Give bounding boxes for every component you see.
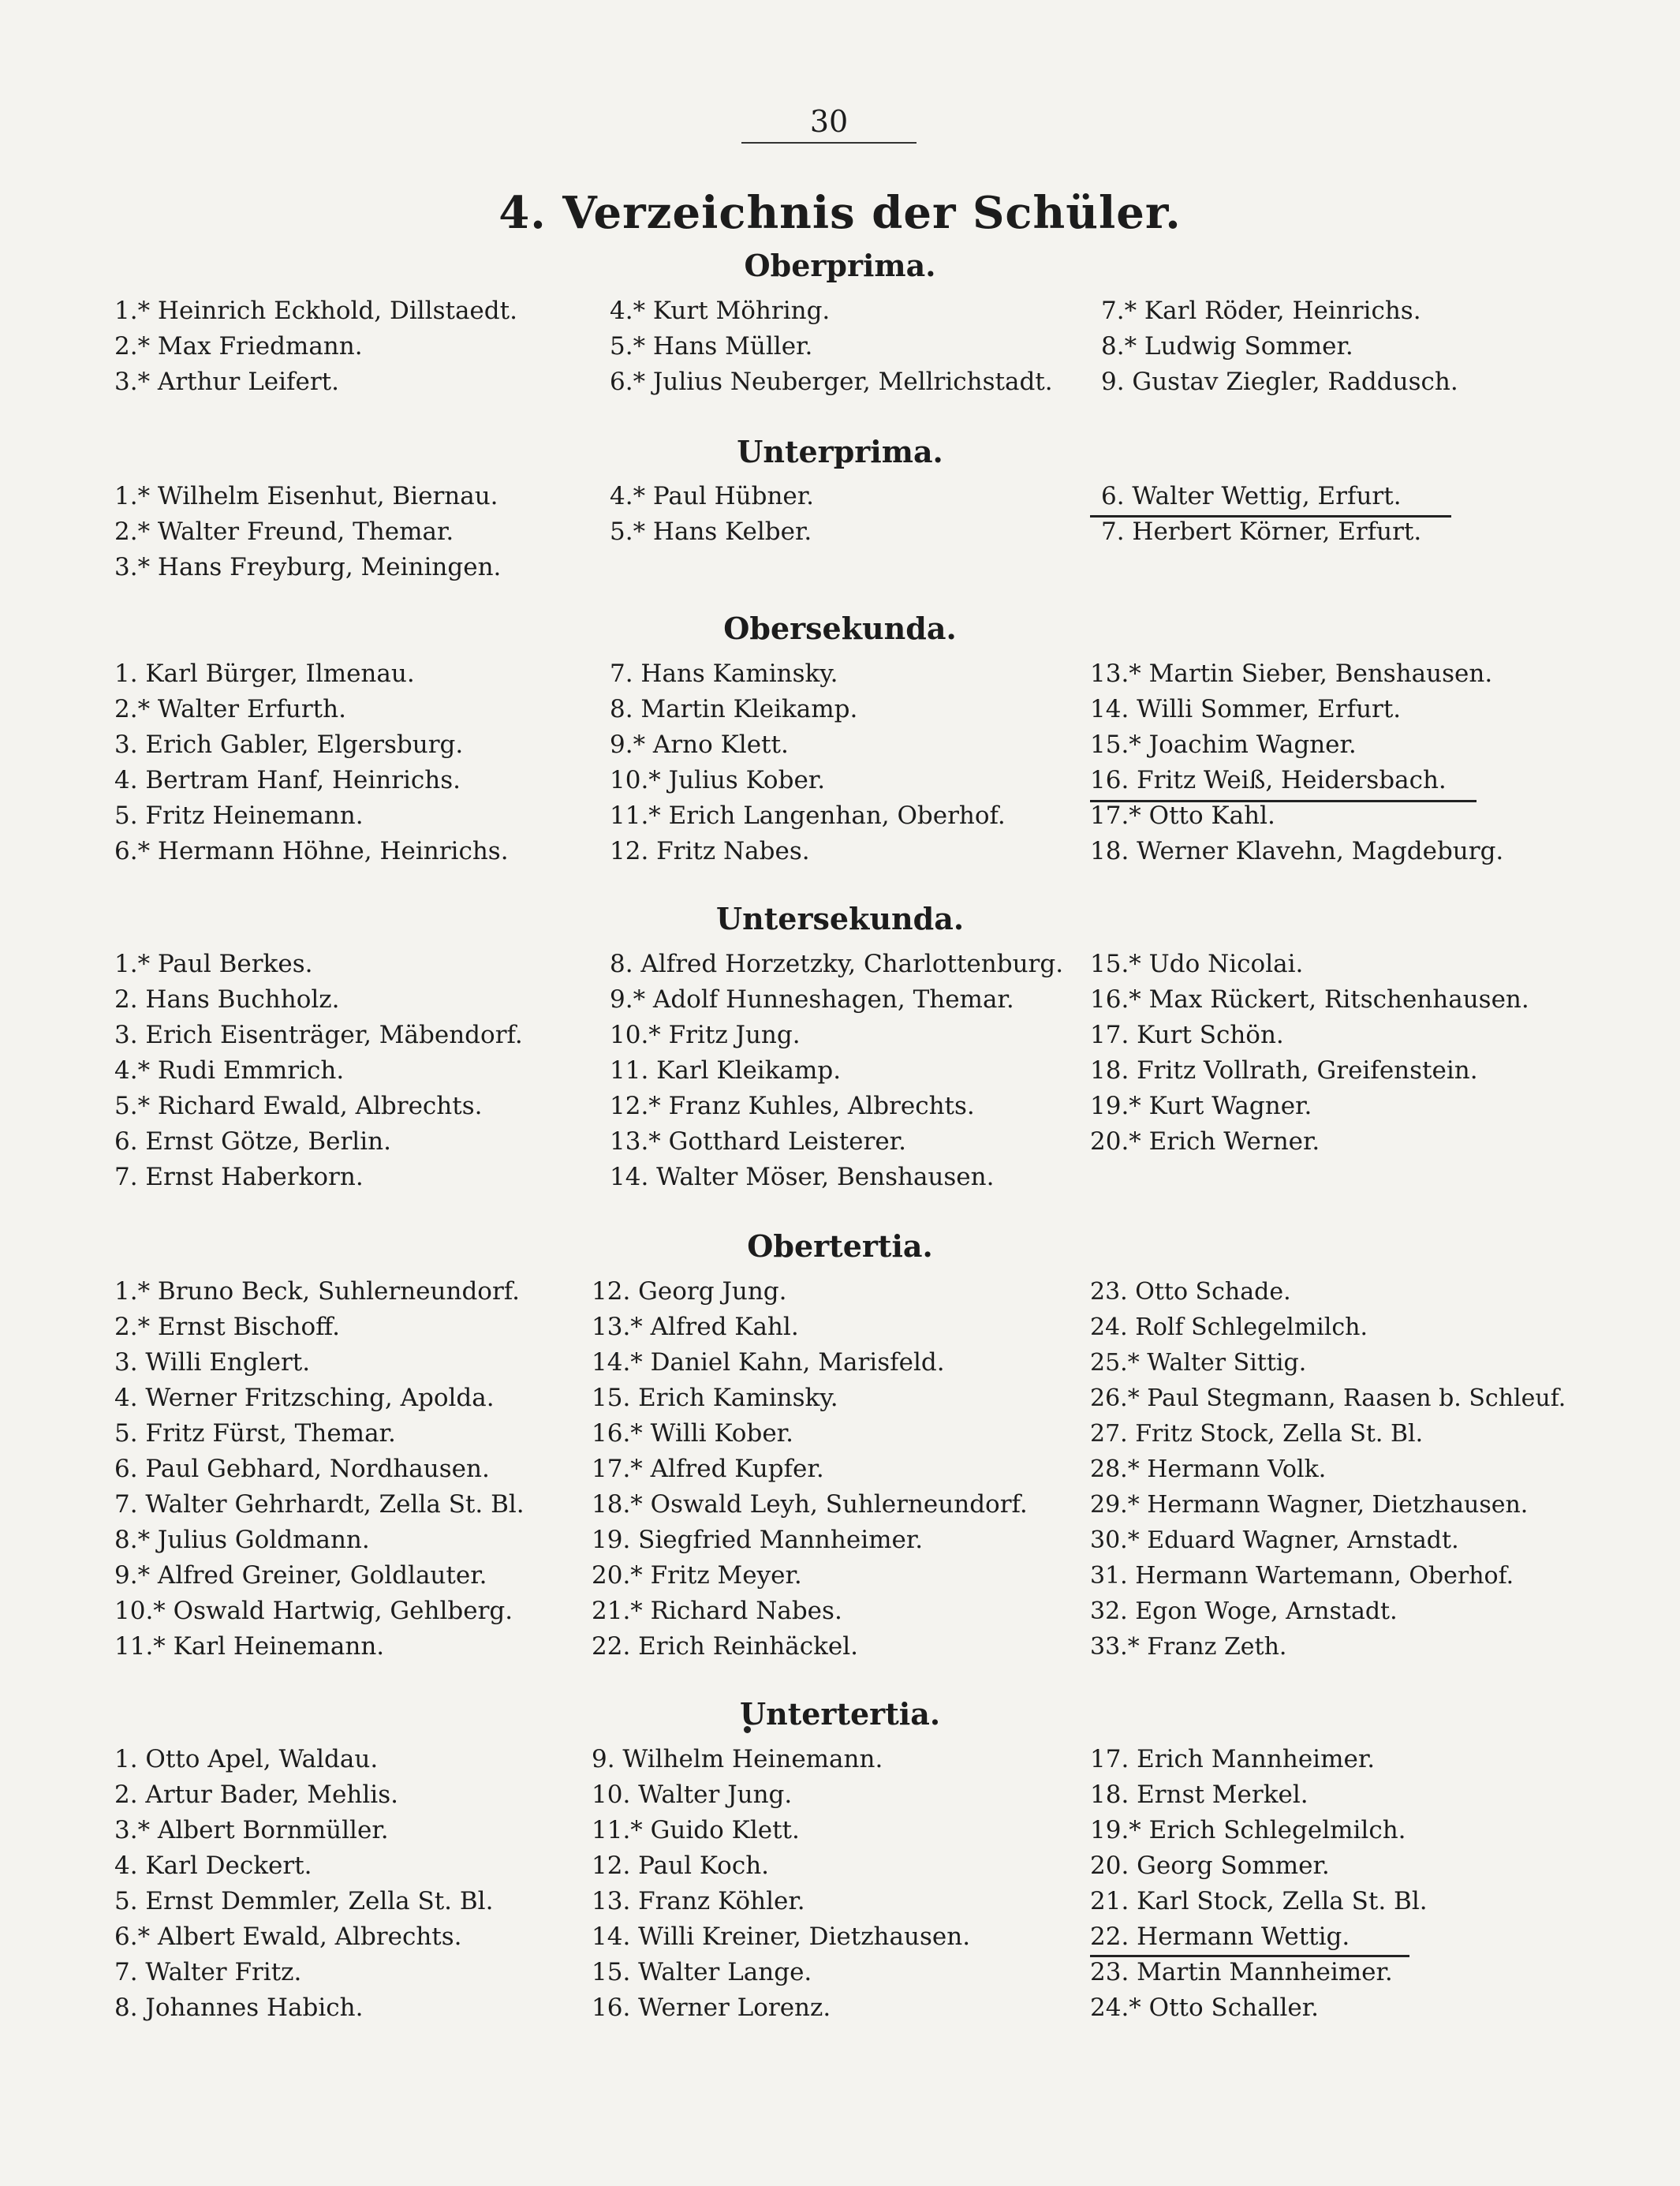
list-item: 14. Walter Möser, Benshausen. <box>610 1163 995 1191</box>
list-item: 17.* Otto Kahl. <box>1090 802 1275 830</box>
list-item: 7. Walter Fritz. <box>114 1958 302 1986</box>
list-item: 21. Karl Stock, Zella St. Bl. <box>1090 1887 1428 1915</box>
list-item: 9.* Arno Klett. <box>610 731 789 759</box>
obertertia-column-1 <box>114 1274 525 1665</box>
list-item: 13. Franz Köhler. <box>592 1887 805 1915</box>
list-item: 1.* Bruno Beck, Suhlerneundorf. <box>114 1277 520 1306</box>
list-item: 6.* Julius Neuberger, Mellrichstadt. <box>610 368 1053 396</box>
untertertia-column-3 <box>1090 1742 1428 2026</box>
list-item: 4.* Paul Hübner. <box>610 482 815 510</box>
list-item: 6. Ernst Götze, Berlin. <box>114 1127 391 1156</box>
unterprima-column-3 <box>1101 479 1421 550</box>
list-item: 5.* Richard Ewald, Albrechts. <box>114 1092 483 1120</box>
list-item: 2.* Walter Erfurth. <box>114 695 346 723</box>
list-item: 5. Fritz Fürst, Themar. <box>114 1419 396 1448</box>
list-item: 10.* Fritz Jung. <box>610 1021 801 1049</box>
list-item: 4.* Kurt Möhring. <box>610 297 831 325</box>
list-item: 8. Alfred Horzetzky, Charlottenburg. <box>610 950 1064 978</box>
list-item: 7. Walter Gehrhardt, Zella St. Bl. <box>114 1490 525 1519</box>
list-item: 2.* Ernst Bischoff. <box>114 1313 340 1341</box>
list-item: 6.* Albert Ewald, Albrechts. <box>114 1923 462 1951</box>
untersekunda-column-2 <box>610 947 1063 1195</box>
list-item: 22. Hermann Wettig. <box>1090 1923 1350 1951</box>
list-item: 5.* Hans Müller. <box>610 332 813 361</box>
list-item: 20.* Fritz Meyer. <box>592 1561 802 1590</box>
list-item: 21.* Richard Nabes. <box>592 1597 842 1625</box>
list-item: 1. Karl Bürger, Ilmenau. <box>114 660 415 688</box>
list-item: 8.* Julius Goldmann. <box>114 1526 370 1554</box>
unterprima-column-1 <box>114 479 501 585</box>
section-title-untertertia: Untertertia. <box>739 1696 941 1732</box>
list-item: 13.* Gotthard Leisterer. <box>610 1127 906 1156</box>
list-item: 8.* Ludwig Sommer. <box>1101 332 1353 361</box>
list-item: 20.* Erich Werner. <box>1090 1127 1320 1156</box>
list-item: 19. Siegfried Mannheimer. <box>592 1526 924 1554</box>
list-item: 2. Hans Buchholz. <box>114 985 340 1014</box>
list-item: 19.* Erich Schlegelmilch. <box>1090 1816 1406 1844</box>
list-item: 13.* Alfred Kahl. <box>592 1313 799 1341</box>
section-title-untersekunda: Untersekunda. <box>715 901 965 936</box>
list-item: 5. Fritz Heinemann. <box>114 802 364 830</box>
list-item: 11.* Guido Klett. <box>592 1816 800 1844</box>
list-item: 16. Werner Lorenz. <box>592 1994 831 2022</box>
list-item: 8. Johannes Habich. <box>114 1994 364 2022</box>
list-item: 11.* Erich Langenhan, Oberhof. <box>610 802 1006 830</box>
list-item: 30.* Eduard Wagner, Arnstadt. <box>1090 1526 1459 1554</box>
list-item: 33.* Franz Zeth. <box>1090 1633 1287 1661</box>
list-item: 15. Erich Kaminsky. <box>592 1384 838 1412</box>
list-item: 6. Walter Wettig, Erfurt. <box>1101 482 1402 510</box>
list-item: 10.* Oswald Hartwig, Gehlberg. <box>114 1597 513 1625</box>
list-item: 1. Otto Apel, Waldau. <box>114 1745 379 1773</box>
list-item: 7. Herbert Körner, Erfurt. <box>1101 518 1422 546</box>
list-item: 2. Artur Bader, Mehlis. <box>114 1781 398 1809</box>
unterprima-column-2 <box>610 479 814 550</box>
list-item: 1.* Heinrich Eckhold, Dillstaedt. <box>114 297 517 325</box>
list-item: 17. Erich Mannheimer. <box>1090 1745 1376 1773</box>
list-item: 15.* Joachim Wagner. <box>1090 731 1357 759</box>
list-item: 4.* Rudi Emmrich. <box>114 1056 345 1085</box>
obersekunda-column-3 <box>1090 656 1503 869</box>
list-item: 16. Fritz Weiß, Heidersbach. <box>1090 766 1447 794</box>
list-item: 10.* Julius Kober. <box>610 766 826 794</box>
list-item: 16.* Willi Kober. <box>592 1419 793 1448</box>
list-item: 5. Ernst Demmler, Zella St. Bl. <box>114 1887 494 1915</box>
list-item: 4. Karl Deckert. <box>114 1852 312 1880</box>
list-item: 7. Hans Kaminsky. <box>610 660 838 688</box>
list-item: 17.* Alfred Kupfer. <box>592 1455 824 1483</box>
list-item: 18. Ernst Merkel. <box>1090 1781 1309 1809</box>
list-item: 23. Otto Schade. <box>1090 1278 1291 1306</box>
list-item: 19.* Kurt Wagner. <box>1090 1092 1312 1120</box>
untersekunda-column-1 <box>114 947 523 1195</box>
list-item: 9. Gustav Ziegler, Raddusch. <box>1101 368 1458 396</box>
list-item: 4. Bertram Hanf, Heinrichs. <box>114 766 461 794</box>
list-item: 8. Martin Kleikamp. <box>610 695 858 723</box>
list-item: 12. Georg Jung. <box>592 1277 787 1306</box>
list-item: 3.* Hans Freyburg, Meiningen. <box>114 553 502 581</box>
divider-rule <box>1090 515 1451 518</box>
section-title-oberprima: Oberprima. <box>744 248 936 283</box>
obertertia-column-2 <box>592 1274 1028 1665</box>
list-item: 11.* Karl Heinemann. <box>114 1632 385 1661</box>
list-item: 26.* Paul Stegmann, Raasen b. Schleuf. <box>1090 1384 1566 1412</box>
list-item: 20. Georg Sommer. <box>1090 1852 1330 1880</box>
list-item: 12. Fritz Nabes. <box>610 837 810 865</box>
oberprima-column-2 <box>610 293 1053 400</box>
list-item: 14. Willi Sommer, Erfurt. <box>1090 695 1402 723</box>
list-item: 13.* Martin Sieber, Benshausen. <box>1090 660 1493 688</box>
list-item: 9.* Alfred Greiner, Goldlauter. <box>114 1561 487 1590</box>
list-item: 23. Martin Mannheimer. <box>1090 1958 1393 1986</box>
divider-rule <box>1090 1955 1409 1957</box>
obertertia-column-3 <box>1090 1274 1566 1665</box>
list-item: 6. Paul Gebhard, Nordhausen. <box>114 1455 490 1483</box>
list-item: 14.* Daniel Kahn, Marisfeld. <box>592 1348 945 1377</box>
list-item: 2.* Walter Freund, Themar. <box>114 518 454 546</box>
list-item: 16.* Max Rückert, Ritschenhausen. <box>1090 985 1529 1014</box>
list-item: 24.* Otto Schaller. <box>1090 1994 1319 2022</box>
obersekunda-column-1 <box>114 656 509 869</box>
section-title-obersekunda: Obersekunda. <box>723 611 957 646</box>
list-item: 7. Ernst Haberkorn. <box>114 1163 364 1191</box>
list-item: 10. Walter Jung. <box>592 1781 793 1809</box>
list-item: 11. Karl Kleikamp. <box>610 1056 842 1085</box>
section-title-obertertia: Obertertia. <box>747 1228 933 1264</box>
list-item: 18. Werner Klavehn, Magdeburg. <box>1090 837 1504 865</box>
list-item: 7.* Karl Röder, Heinrichs. <box>1101 297 1421 325</box>
list-item: 4. Werner Fritzsching, Apolda. <box>114 1384 495 1412</box>
list-item: 18. Fritz Vollrath, Greifenstein. <box>1090 1056 1478 1085</box>
obersekunda-column-2 <box>610 656 1006 869</box>
untertertia-column-1 <box>114 1742 493 2026</box>
untertertia-column-2 <box>592 1742 970 2026</box>
list-item: 1.* Wilhelm Eisenhut, Biernau. <box>114 482 498 510</box>
divider-rule <box>1090 800 1477 802</box>
oberprima-column-3 <box>1101 293 1458 400</box>
page-number: 30 <box>741 101 917 144</box>
list-item: 1.* Paul Berkes. <box>114 950 313 978</box>
list-item: 3. Erich Gabler, Elgersburg. <box>114 731 464 759</box>
list-item: 27. Fritz Stock, Zella St. Bl. <box>1090 1420 1424 1448</box>
list-item: 3.* Arthur Leifert. <box>114 368 339 396</box>
list-item: 2.* Max Friedmann. <box>114 332 363 361</box>
page-title: 4. Verzeichnis der Schüler. <box>498 187 1182 239</box>
list-item: 5.* Hans Kelber. <box>610 518 812 546</box>
list-item: 12.* Franz Kuhles, Albrechts. <box>610 1092 975 1120</box>
list-item: 24. Rolf Schlegelmilch. <box>1090 1313 1368 1341</box>
list-item: 15. Walter Lange. <box>592 1958 812 1986</box>
list-item: 32. Egon Woge, Arnstadt. <box>1090 1597 1398 1625</box>
list-item: 17. Kurt Schön. <box>1090 1021 1284 1049</box>
list-item: 6.* Hermann Höhne, Heinrichs. <box>114 837 509 865</box>
list-item: 22. Erich Reinhäckel. <box>592 1632 858 1661</box>
list-item: 28.* Hermann Volk. <box>1090 1455 1327 1483</box>
list-item: 15.* Udo Nicolai. <box>1090 950 1304 978</box>
list-item: 14. Willi Kreiner, Dietzhausen. <box>592 1923 971 1951</box>
list-item: 3. Erich Eisenträger, Mäbendorf. <box>114 1021 523 1049</box>
oberprima-column-1 <box>114 293 517 400</box>
list-item: 9. Wilhelm Heinemann. <box>592 1745 883 1773</box>
untersekunda-column-3 <box>1090 947 1529 1160</box>
list-item: 31. Hermann Wartemann, Oberhof. <box>1090 1562 1514 1590</box>
list-item: 25.* Walter Sittig. <box>1090 1349 1307 1377</box>
section-title-unterprima: Unterprima. <box>737 434 943 469</box>
list-item: 3. Willi Englert. <box>114 1348 311 1377</box>
list-item: 29.* Hermann Wagner, Dietzhausen. <box>1090 1491 1529 1519</box>
list-item: 12. Paul Koch. <box>592 1852 770 1880</box>
list-item: 3.* Albert Bornmüller. <box>114 1816 389 1844</box>
list-item: 9.* Adolf Hunneshagen, Themar. <box>610 985 1014 1014</box>
list-item: 18.* Oswald Leyh, Suhlerneundorf. <box>592 1490 1028 1519</box>
